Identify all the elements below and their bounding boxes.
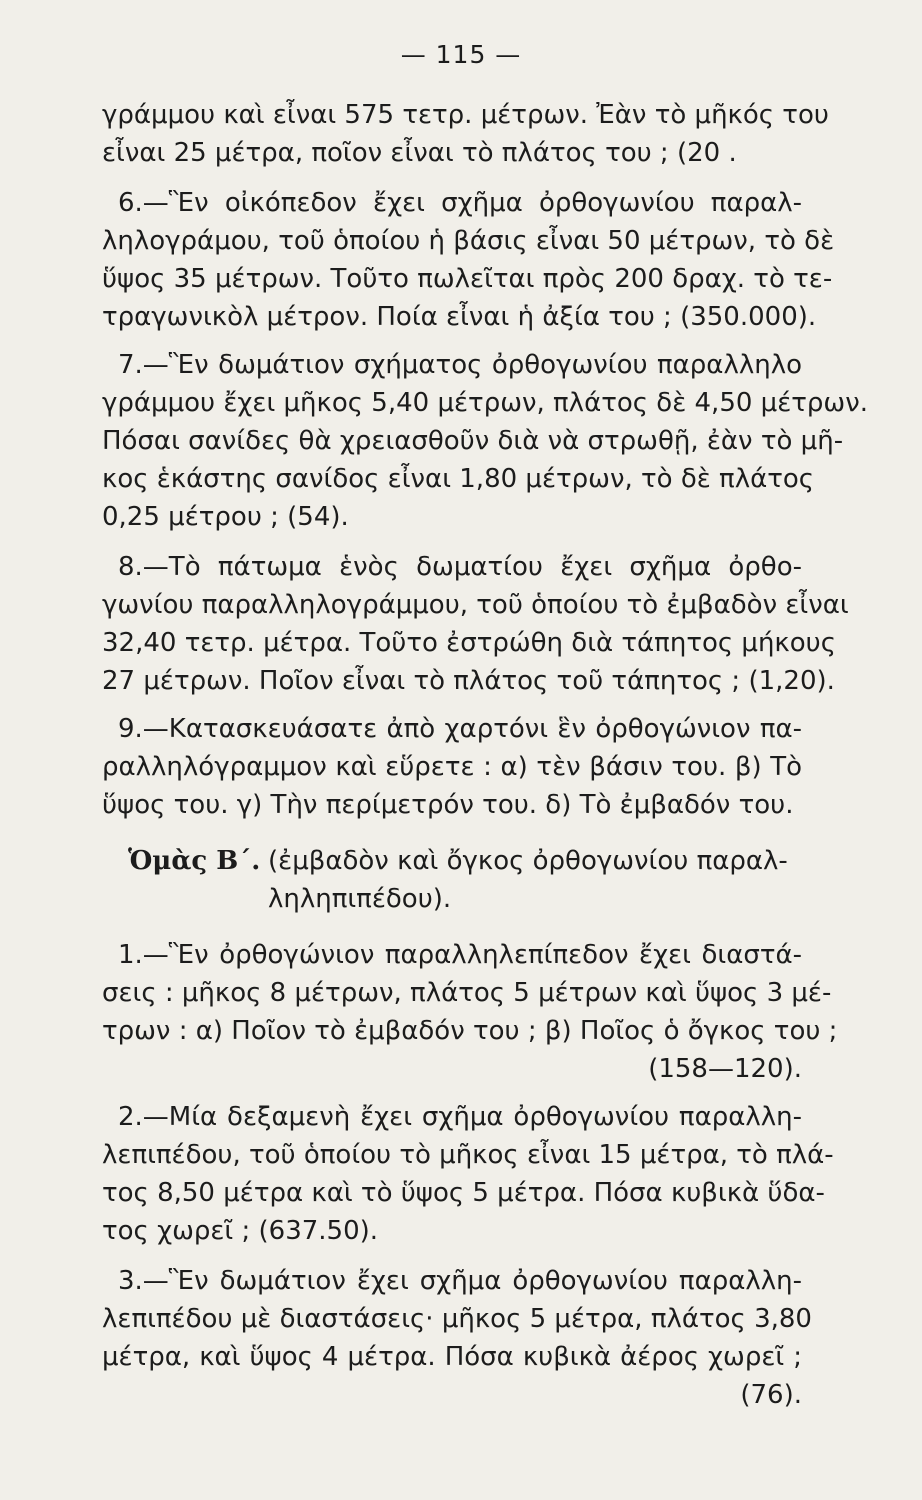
- text-line: λεπιπέδου μὲ διαστάσεις· μῆκος 5 μέτρα, πλάτος 3,80: [102, 1304, 812, 1334]
- problem-7-line: 7.—Ἓν δωμάτιον σχήματος ὀρθογωνίου παραλληλο: [118, 350, 802, 380]
- text-line: Πόσαι σανίδες θὰ χρειασθοῦν διὰ νὰ στρωθῇ, ἐὰν τὸ μῆ-: [102, 426, 844, 456]
- answer-line: (76).: [740, 1380, 802, 1410]
- text-line: κος ἑκάστης σανίδος εἶναι 1,80 μέτρων, τὸ δὲ πλάτος: [102, 464, 815, 494]
- text-line: ραλληλόγραμμον καὶ εὕρετε : α) τὲν βάσιν του. β) Τὸ: [102, 752, 802, 782]
- text-line: γωνίου παραλληλογράμμου, τοῦ ὁποίου τὸ ἐμβαδὸν εἶναι: [102, 590, 849, 620]
- text-line: ληλογράμου, τοῦ ὁποίου ἡ βάσις εἶναι 50 μέτρων, τὸ δὲ: [102, 226, 835, 256]
- text-line: γράμμου καὶ εἶναι 575 τετρ. μέτρων. Ἐὰν τὸ μῆκός του: [102, 100, 829, 130]
- problem-b1-line: 1.—Ἓν ὀρθογώνιον παραλληλεπίπεδον ἔχει διαστά-: [118, 940, 802, 970]
- problem-b2-line: 2.—Μία δεξαμενὴ ἔχει σχῆμα ὀρθογωνίου παραλλη-: [118, 1102, 802, 1132]
- text-line: τος χωρεῖ ; (637.50).: [102, 1216, 379, 1246]
- problem-8-line: 8.—Τὸ πάτωμα ἑνὸς δωματίου ἔχει σχῆμα ὀρθο-: [118, 552, 802, 582]
- text-line: τος 8,50 μέτρα καὶ τὸ ὕψος 5 μέτρα. Πόσα κυβικὰ ὕδα-: [102, 1178, 825, 1208]
- text-line: γράμμου ἔχει μῆκος 5,40 μέτρων, πλάτος δὲ 4,50 μέτρων.: [102, 388, 868, 418]
- text-line: 27 μέτρων. Ποῖον εἶναι τὸ πλάτος τοῦ τάπητος ; (1,20).: [102, 666, 835, 696]
- text-line: 32,40 τετρ. μέτρα. Τοῦτο ἐστρώθη διὰ τάπητος μήκους: [102, 628, 836, 658]
- text-line: λεπιπέδου, τοῦ ὁποίου τὸ μῆκος εἶναι 15 μέτρα, τὸ πλά-: [102, 1140, 834, 1170]
- text-line: εἶναι 25 μέτρα, ποῖον εἶναι τὸ πλάτος του ; (20 .: [102, 138, 737, 168]
- text-line: ὕψος του. γ) Τὴν περίμετρόν του. δ) Τὸ ἐμβαδόν του.: [102, 790, 794, 820]
- section-subtitle: (ἐμβαδὸν καὶ ὄγκος ὀρθογωνίου παραλ-: [268, 846, 788, 876]
- text-line: 0,25 μέτρου ; (54).: [102, 502, 349, 532]
- text-line: τρων : α) Ποῖον τὸ ἐμβαδόν του ; β) Ποῖος ὁ ὄγκος του ;: [102, 1016, 838, 1046]
- text-line: σεις : μῆκος 8 μέτρων, πλάτος 5 μέτρων καὶ ὕψος 3 μέ-: [102, 978, 832, 1008]
- problem-9-line: 9.—Κατασκευάσατε ἀπὸ χαρτόνι ἓν ὀρθογώνιον πα-: [118, 714, 802, 744]
- answer-line: (158—120).: [648, 1054, 802, 1084]
- text-line: ὕψος 35 μέτρων. Τοῦτο πωλεῖται πρὸς 200 δραχ. τὸ τε-: [102, 264, 833, 294]
- section-label: Ὁμὰς Β΄.: [128, 846, 261, 876]
- section-subtitle: ληληπιπέδου).: [268, 884, 452, 914]
- problem-b3-line: 3.—Ἓν δωμάτιον ἔχει σχῆμα ὀρθογωνίου παραλλη-: [118, 1266, 802, 1296]
- text-line: τραγωνικὸλ μέτρον. Ποία εἶναι ἡ ἀξία του ; (350.000).: [102, 302, 817, 332]
- text-line: μέτρα, καὶ ὕψος 4 μέτρα. Πόσα κυβικὰ ἀέρος χωρεῖ ;: [102, 1342, 802, 1372]
- problem-6-line: 6.—Ἓν οἰκόπεδον ἔχει σχῆμα ὀρθογωνίου παραλ-: [118, 188, 802, 218]
- page-number: — 115 —: [400, 40, 522, 69]
